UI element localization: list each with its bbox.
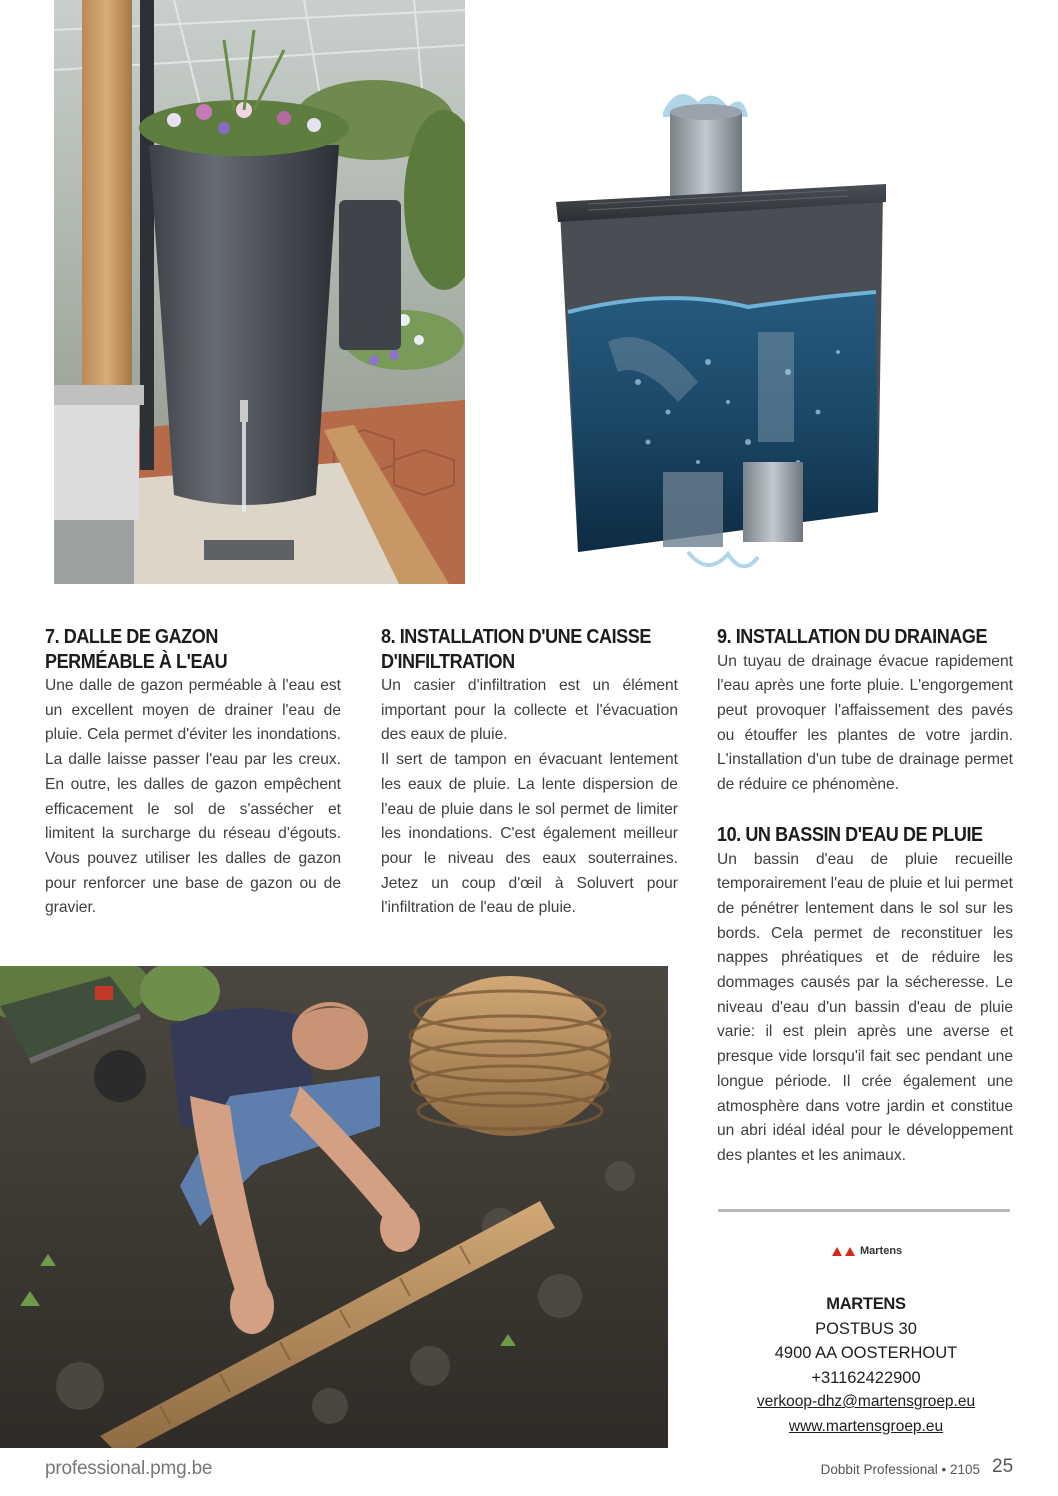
- footer-site-url[interactable]: professional.pmg.be: [45, 1458, 213, 1479]
- article-8-title: 8. INSTALLATION D'UNE CAISSE D'INFILTRATION: [381, 625, 651, 673]
- logo-triangle-icon: [845, 1247, 855, 1256]
- article-8-body-2: Il sert de tampon en évacuant lentement les eaux de pluie. La lente dispersion de l'eau de pluie dans le sol permet de limiter les inondations. C'est également meilleur pour le niveau des eaux souterraines. Jetez un coup d'œil à Soluvert pour l'infiltration de l'eau de pluie.: [381, 751, 678, 917]
- contact-website-link[interactable]: www.martensgroep.eu: [788, 1417, 944, 1435]
- rain-barrel-photo: [54, 0, 465, 584]
- contact-block: [718, 1292, 1014, 1439]
- article-7-body: Une dalle de gazon perméable à l'eau est un excellent moyen de drainer l'eau de pluie. Cela permet d'éviter les inondations. La dalle laisse passer l'eau par les creux. En outre, les dalles de gazon empêchent efficacement le sol de s'assécher et limitent la surcharge du réseau d'égouts. Vous pouvez utiliser les dalles de gazon pour renforcer une base de gazon ou de gravier.: [45, 677, 341, 917]
- drainage-pipe-photo: [0, 966, 668, 1448]
- article-10: [717, 823, 1013, 1169]
- article-8: [381, 625, 678, 921]
- article-8-body-1: Un casier d'infiltration est un élément important pour la collecte et l'évacuation des eaux de pluie.: [381, 677, 678, 744]
- footer-page-number: 25: [992, 1456, 1014, 1477]
- article-10-title: 10. UN BASSIN D'EAU DE PLUIE: [717, 823, 983, 846]
- footer-magazine-issue: Dobbit Professional • 2105: [820, 1462, 980, 1477]
- infiltration-box-photo: [548, 82, 893, 582]
- article-9: [717, 625, 1013, 798]
- article-9-title: 9. INSTALLATION DU DRAINAGE: [717, 625, 988, 648]
- article-10-body: Un bassin d'eau de pluie recueille temporairement l'eau de pluie et lui permet de pénétrer lentement dans le sol sur les bords. Cela permet de reconstituer les nappes phréatiques et de réduire les dommages causés par la sécheresse. Le niveau d'eau d'un bassin d'eau de pluie varie: il est plein après une averse et presque vide lorsqu'il fait sec pendant une longue période. Il crée également une atmosphère dans votre jardin et constitue un abri idéal idéal pour le développement des plantes et les animaux.: [717, 850, 1013, 1164]
- contact-company: MARTENS: [826, 1295, 906, 1313]
- contact-divider: [718, 1209, 1010, 1212]
- article-9-body: Un tuyau de drainage évacue rapidement l'eau après une forte pluie. L'engorgement peut provoquer l'affaissement des pavés ou étouffer les plantes de votre jardin. L'installation d'un tube de drainage permet de réduire ce phénomène.: [717, 652, 1013, 794]
- logo-wordmark: Martens: [860, 1245, 903, 1257]
- contact-postbox: POSTBUS 30: [815, 1319, 917, 1338]
- article-7: [45, 625, 341, 921]
- logo-triangle-icon: [832, 1247, 842, 1256]
- contact-phone: +31162422900: [811, 1368, 921, 1387]
- martens-logo: [832, 1245, 902, 1257]
- article-7-title: 7. DALLE DE GAZON PERMÉABLE À L'EAU: [45, 625, 228, 673]
- contact-city: 4900 AA OOSTERHOUT: [774, 1344, 958, 1362]
- contact-email-link[interactable]: verkoop-dhz@martensgroep.eu: [756, 1393, 976, 1410]
